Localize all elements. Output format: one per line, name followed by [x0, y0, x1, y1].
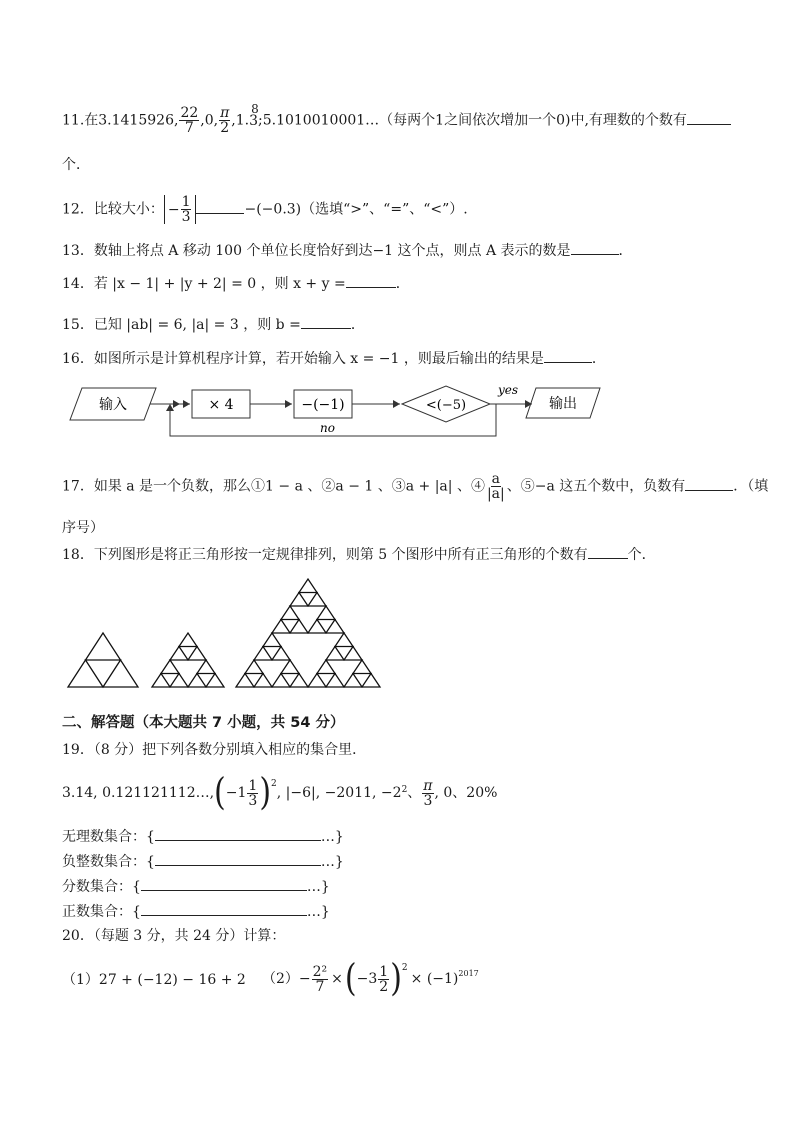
set-fraction: 分数集合：{ …}: [62, 876, 330, 897]
question-11: [62, 101, 731, 136]
question-20-part2: [262, 956, 479, 1002]
question-12: [62, 195, 468, 224]
condition-label: <(−5): [425, 398, 467, 413]
triangle-pattern-figures: [62, 575, 386, 691]
fraction: $\frac{\pi}{3}$: [423, 777, 433, 809]
exponent: 2: [401, 963, 408, 973]
arrowhead: [173, 400, 180, 408]
arrowhead: [285, 400, 292, 408]
paren: ): [259, 770, 272, 815]
absolute-value: − $\frac{1}{3}$: [164, 195, 197, 224]
q16-text: 16．如图所示是计算机程序计算，若开始输入 x = −1 ，则最后输出的结果是: [62, 351, 544, 367]
exponent: 2: [401, 785, 408, 795]
q11-line2: 个．: [62, 157, 90, 173]
numbers-part: , 0、20%: [434, 785, 498, 801]
exponent: 2: [271, 779, 277, 789]
q18-text: 18．下列图形是将正三角形按一定规律排列，则第 5 个图形中所有正三角形的个数有: [62, 547, 588, 563]
input-label: 输入: [99, 397, 127, 413]
question-20-title: 20．（每题 3 分，共 24 分）计算：: [62, 928, 286, 944]
question-17: 17．如果 a 是一个负数，那么①1 − a 、②a − 1 、③a + |a| 、④ $\frac{a}{|a|}$ 、⑤−a 这五个数中，负数有 ．（填: [62, 471, 769, 502]
question-15: 15．已知 |ab| = 6, |a| = 3 ，则 b = ．: [62, 314, 365, 335]
numbers-part: 3.14, 0.121121112…,: [62, 785, 215, 801]
part-label: （2）−: [262, 971, 311, 987]
tail-term: × (−1): [410, 971, 459, 987]
triangle-figure-1: [68, 633, 138, 687]
fraction: $\frac{1}{3}$: [248, 777, 258, 809]
set-irrational: 无理数集合：{ …}: [62, 826, 344, 847]
numbers-part: 、: [407, 785, 422, 801]
program-flowchart: [60, 378, 620, 440]
triangle-figure-2: [152, 633, 224, 687]
output-label: 输出: [549, 396, 577, 412]
fraction: $\frac{a}{|a|}$: [486, 471, 505, 502]
q17-line2: 序号）: [62, 520, 104, 536]
triangle-figure-3: [236, 579, 380, 687]
q11-mid: ,0,: [200, 112, 219, 129]
mixed-whole: −3: [356, 971, 378, 987]
paren: ): [390, 956, 402, 1001]
paren: (: [214, 770, 226, 815]
question-13: 13．数轴上将点 A 移动 100 个单位长度恰好到达−1 这个点，则点 A 表示的数是 ．: [62, 240, 633, 261]
exponent: 2017: [458, 969, 479, 978]
fraction: $\frac{1}{2}$: [379, 963, 389, 995]
set-blank[interactable]: [155, 826, 321, 841]
subtract-label: −(−1): [301, 397, 345, 413]
answer-blank[interactable]: [196, 199, 244, 214]
set-blank[interactable]: [141, 901, 307, 916]
answer-blank[interactable]: [685, 476, 733, 491]
question-14: 14．若 |x − 1| + |y + 2| = 0 ，则 x + y = ．: [62, 273, 410, 294]
question-16: 16．如图所示是计算机程序计算，若开始输入 x = −1 ，则最后输出的结果是 ．: [62, 348, 606, 369]
set-blank[interactable]: [155, 851, 321, 866]
q14-text: 14．若 |x − 1| + |y + 2| = 0 ，则 x + y =: [62, 276, 346, 292]
fraction: $\frac{\text{2²}}{7}$: [312, 963, 328, 995]
fraction: $\frac{22}{7}$: [180, 105, 199, 136]
set-negative-integer: 负整数集合：{ …}: [62, 851, 344, 872]
multiply-label: × 4: [208, 397, 234, 413]
q11-prefix: 11.在3.1415926,: [62, 112, 179, 129]
answer-blank[interactable]: [571, 240, 619, 255]
set-positive: 正数集合：{ …}: [62, 901, 330, 922]
arrowhead: [393, 400, 400, 408]
section-title: 二、解答题（本大题共 7 小题，共 54 分）: [62, 715, 345, 731]
answer-blank[interactable]: [544, 348, 592, 363]
question-20-part1: （1）27 + (−12) − 16 + 2: [62, 972, 246, 988]
yes-label: yes: [498, 383, 519, 397]
question-18: 18．下列图形是将正三角形按一定规律排列，则第 5 个图形中所有正三角形的个数有 个．: [62, 544, 656, 565]
arrowhead: [166, 404, 174, 411]
arrowhead: [183, 400, 190, 408]
q12-text: 12．比较大小：: [62, 201, 164, 218]
q15-text: 15．已知 |ab| = 6, |a| = 3 ，则 b =: [62, 317, 301, 333]
repeating-decimal: 3 8: [249, 101, 259, 129]
question-19-title: 19．（8 分）把下列各数分别填入相应的集合里．: [62, 742, 367, 758]
times-sign: ×: [331, 971, 343, 987]
numbers-part: , |−6|, −2011, −2: [276, 785, 402, 801]
no-label: no: [320, 421, 335, 435]
answer-blank[interactable]: [588, 544, 628, 559]
q12-text-2: −(−0.3)（选填“>”、“=”、“<”）.: [244, 201, 468, 218]
q11-text: ;5.1010010001…（每两个1之间依次增加一个0)中,有理数的个数有: [258, 112, 687, 129]
fraction: $\frac{\pi}{2}$: [220, 105, 230, 136]
paren: (: [344, 956, 357, 1001]
answer-blank[interactable]: [301, 314, 351, 329]
q17-text: 17．如果 a 是一个负数，那么①1 − a 、②a − 1 、③a + |a| 、④: [62, 478, 485, 495]
answer-blank[interactable]: [687, 110, 731, 125]
q13-text: 13．数轴上将点 A 移动 100 个单位长度恰好到达−1 这个点，则点 A 表示的数是: [62, 243, 571, 259]
set-blank[interactable]: [141, 876, 307, 891]
answer-blank[interactable]: [346, 273, 396, 288]
question-19-numbers: [62, 772, 497, 814]
mixed-whole: −1: [225, 785, 247, 801]
q11-mid: ,1.: [231, 112, 250, 129]
q17-text-2: 、⑤−a 这五个数中，负数有: [506, 478, 686, 495]
